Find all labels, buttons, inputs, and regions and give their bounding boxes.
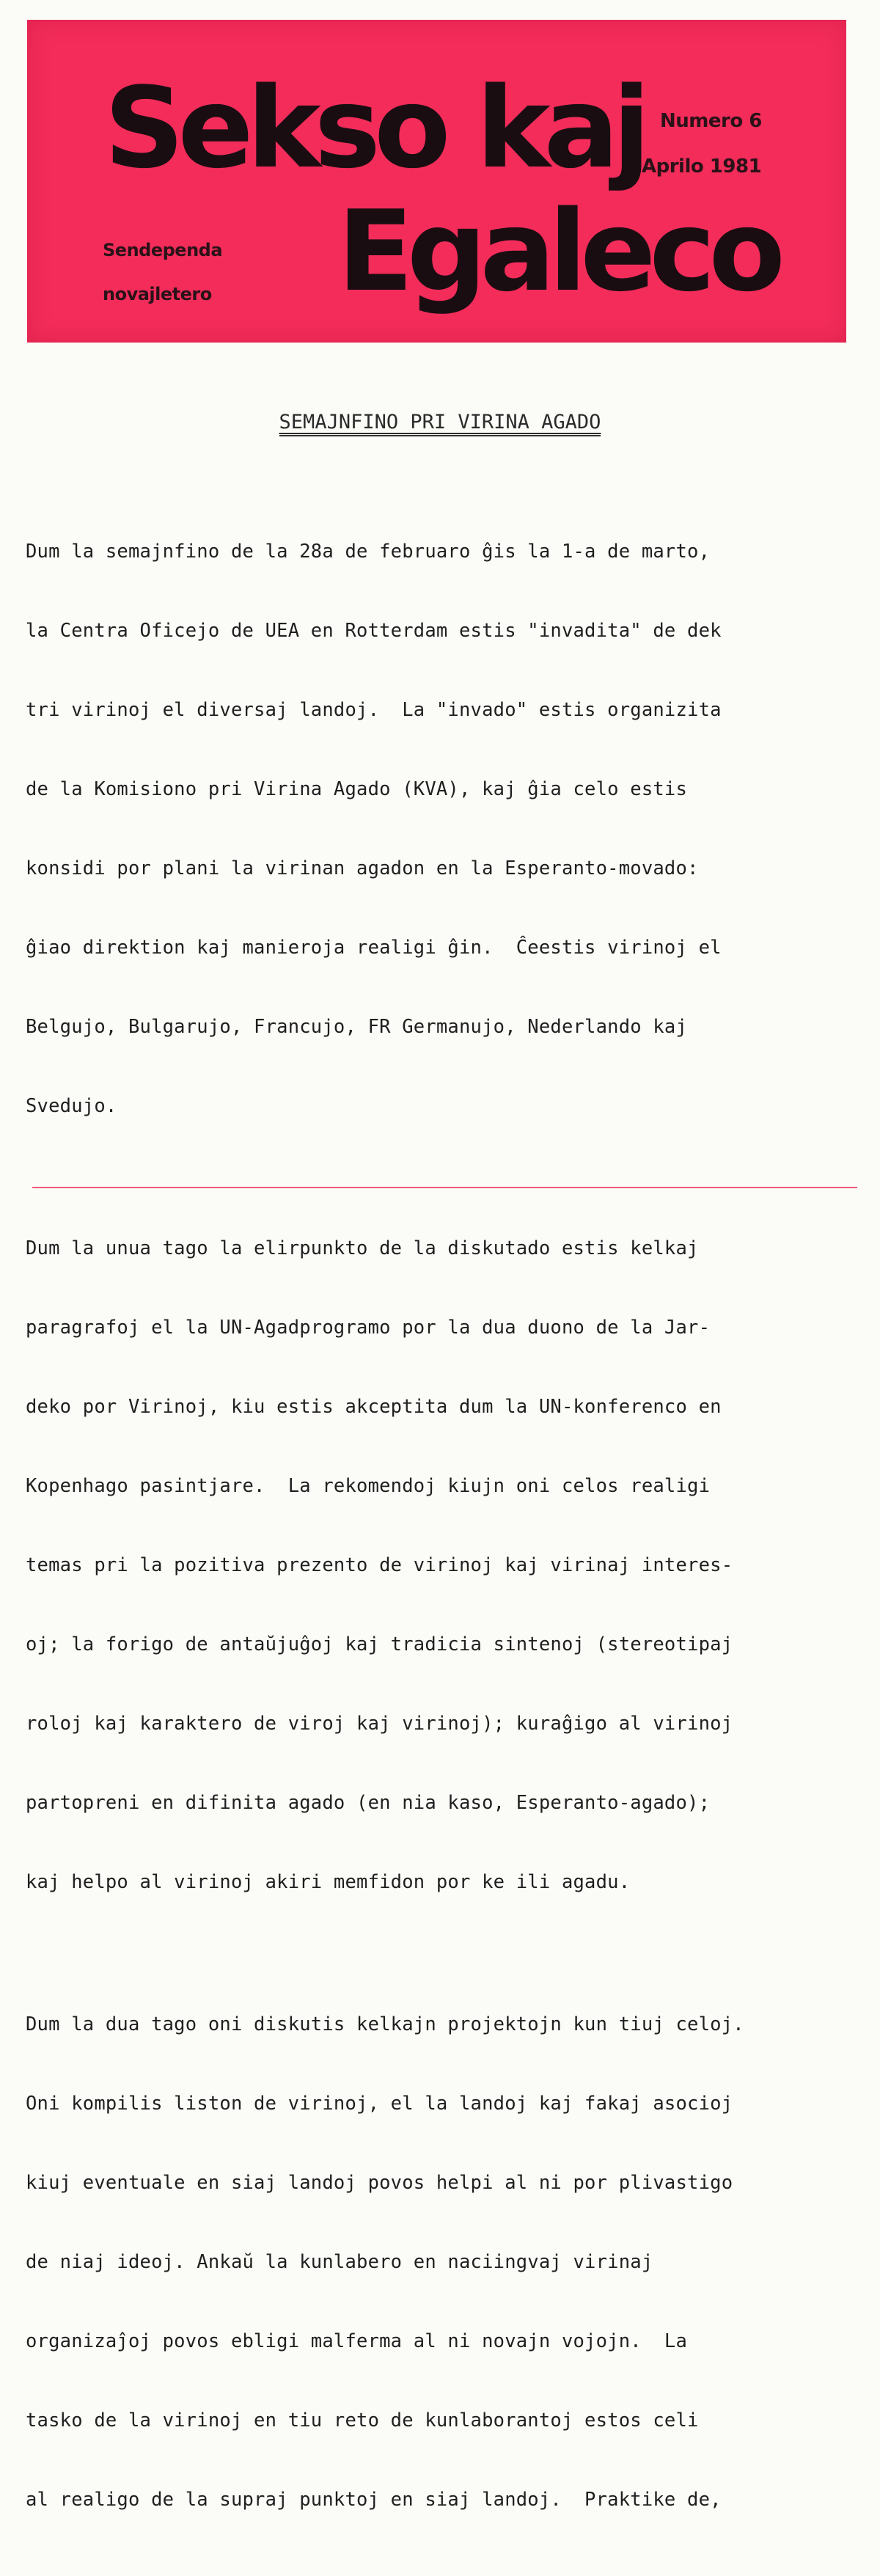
text-line: Dum la unua tago la elirpunkto de la diskutado estis kelkaj — [26, 1237, 699, 1259]
subtitle-line2: novajletero — [103, 284, 212, 304]
newsletter-title-line2: Egaleco — [337, 186, 779, 316]
text-line: tasko de la virinoj en tiu reto de kunlaborantoj estos celi — [26, 2409, 699, 2432]
paragraph — [26, 486, 869, 1172]
text-line: Oni kompilis liston de virinoj, el la landoj kaj fakaj asocioj — [26, 2093, 733, 2115]
article-title — [0, 411, 880, 433]
text-line: temas pri la pozitiva prezento de virinoj kaj virinaj interes- — [26, 1554, 733, 1576]
text-line: partopreni en difinita agado (en nia kaso, Esperanto-agado); — [26, 1792, 711, 1814]
issue-date: Aprilo 1981 — [642, 155, 762, 178]
article-title-text: SEMAJNFINO PRI VIRINA AGADO — [279, 411, 601, 436]
text-line: organizaĵoj povos ebligi malferma al ni novajn vojojn. La — [26, 2330, 688, 2352]
newsletter-title-line1: Sekso kaj — [104, 63, 645, 193]
text-line: roloj kaj karaktero de viroj kaj virinoj); kuraĝigo al virinoj — [26, 1713, 733, 1735]
subtitle-line1: Sendependa — [103, 240, 223, 260]
article-body — [26, 486, 869, 2576]
text-line: deko por Virinoj, kiu estis akceptita dum la UN-konferenco en — [26, 1396, 722, 1418]
text-line: oj; la forigo de antaŭjuĝoj kaj tradicia sintenoj (stereotipaj — [26, 1633, 733, 1655]
text-line: kaj helpo al virinoj akiri memfidon por ke ili agadu. — [26, 1871, 631, 1893]
text-line: tri virinoj el diversaj landoj. La "invado" estis organizita — [26, 699, 722, 721]
text-line: de la Komisiono pri Virina Agado (KVA), kaj ĝia celo estis — [26, 778, 688, 800]
text-line: paragrafoj el la UN-Agadprogramo por la dua duono de la Jar- — [26, 1317, 711, 1339]
text-line: Belgujo, Bulgarujo, Francujo, FR Germanujo, Nederlando kaj — [26, 1016, 688, 1038]
text-line: Dum la dua tago oni diskutis kelkajn projektojn kun tiuj celoj. — [26, 2013, 744, 2035]
text-line: Dum la semajnfino de la 28a de februaro ĝis la 1-a de marto, — [26, 541, 711, 563]
text-line: ĝiao direktion kaj manieroja realigi ĝin. Ĉeestis virinoj el — [26, 937, 722, 959]
text-line: de niaj ideoj. Ankaŭ la kunlabero en naciingvaj virinaj — [26, 2251, 653, 2273]
text-line: la Centra Oficejo de UEA en Rotterdam estis "invadita" de dek — [26, 620, 722, 642]
text-line: kiuj eventuale en siaj landoj povos helpi al ni por plivastigo — [26, 2172, 733, 2194]
text-line: konsidi por plani la virinan agadon en la Esperanto-movado: — [26, 857, 699, 879]
issue-number: Numero 6 — [660, 110, 762, 132]
text-line: Kopenhago pasintjare. La rekomendoj kiujn oni celos realigi — [26, 1475, 711, 1497]
footer-divider — [32, 1187, 857, 1188]
paragraph — [26, 1958, 869, 2566]
masthead-banner — [27, 20, 846, 343]
text-line: Svedujo. — [26, 1095, 117, 1117]
paragraph — [26, 1182, 869, 1948]
text-line: al realigo de la supraj punktoj en siaj landoj. Praktike de, — [26, 2489, 722, 2511]
